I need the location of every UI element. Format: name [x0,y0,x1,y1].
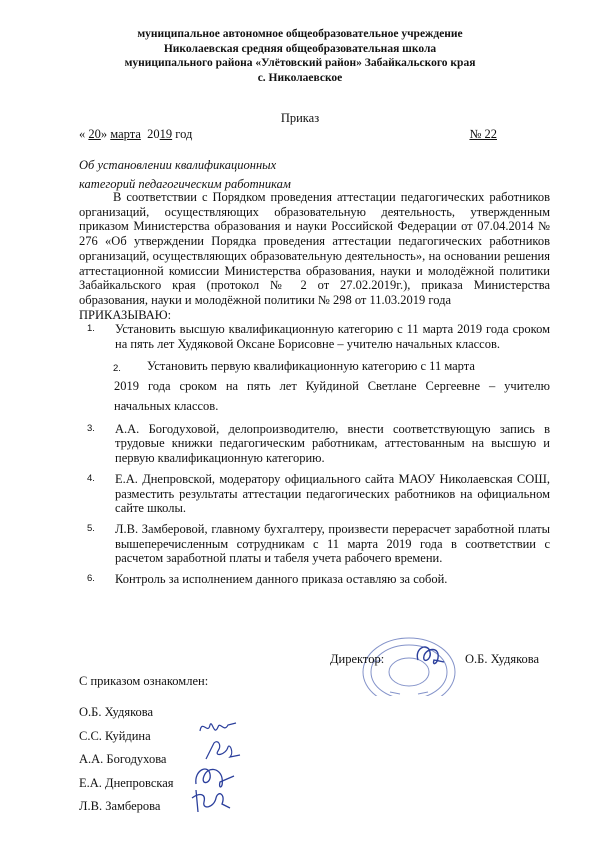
date-day: 20 [88,127,101,141]
list-item: 1. Установить высшую квалификационную категорию с 11 марта 2019 года сроком на пять лет Худяковой Оксане Борисовне – учителю начальных классов. [87,322,550,352]
date-year: 19 [159,127,173,141]
order-date: « 20» марта 2019 год [79,127,193,141]
header-line-1: муниципальное автономное общеобразовательное учреждение [137,28,463,40]
signature-zamberova [186,784,234,818]
order-number: № 22 [469,127,497,141]
order-items [79,322,550,586]
order-body [79,190,550,587]
list-item: Е.А. Днепровская [79,775,174,790]
preamble-paragraph: В соответствии с Порядком проведения аттестации педагогических работников организаций, осуществляющих образовательную деятельность, утвержденным приказом Министерства образования и науки Российской Федерации от 07.04.2014 № 276 «Об утверждении Порядка проведения аттестации педагогических работников организаций, осуществляющих образовательную деятельность», на основании решения аттестационной комиссии Министерства образования, науки и молодёжной политики Забайкальского края (протокол № 2 от 27.02.2019г.), приказа Министерства образования, науки и молодёжной политики № 298 от 11.03.2019 года [79,190,550,307]
director-signature [410,640,450,672]
signature-block [330,652,540,667]
list-item: 4. Е.А. Днепровской, модератору официального сайта МАОУ Николаевская СОШ, разместить результаты аттестации педагогических работников на официальном сайте школы. [87,471,550,516]
subject-line-1: Об установлении квалификационных [79,158,277,172]
list-item: О.Б. Худякова [79,705,154,719]
header-line-4: с. Николаевское [257,71,343,84]
acknowledgement-list [79,703,174,821]
date-month: марта [110,127,141,141]
list-item: Л.В. Замберова [79,799,161,813]
orders-label: ПРИКАЗЫВАЮ: [79,307,172,322]
subject-line-2: категорий педагогическим работникам [79,177,291,191]
list-item: А.А. Богодухова [79,752,167,766]
order-subject [79,156,291,194]
list-item: 6. Контроль за исполнением данного приказа оставляю за собой. [87,572,448,587]
signature-role: Директор: [330,652,385,666]
document-title: Приказ [280,111,320,125]
header-line-3: муниципального района «Улётовский район» Забайкальского края [124,57,476,69]
list-item: 2. Установить первую квалификационную категорию с 11 марта 2019 года сроком на пять лет Куйдиной Светлане Сергеевне – учителю начальных классов. [113,358,550,413]
acknowledgement-title: С приказом ознакомлен: [79,674,209,688]
list-item: 3. А.А. Богодуховой, делопроизводителю, внести соответствующую запись в трудовые книжки педагогическим работникам, аттестованным на высшую и первую квалификационную категорию. [87,421,550,466]
signature-name: О.Б. Худякова [465,652,540,666]
list-item: 5. Л.В. Замберовой, главному бухгалтеру, произвести перерасчет заработной платы вышеперечисленным сотрудникам с 11 марта 2019 года в соответствии с расчетом заработной платы и табеля учета рабочего времени. [87,521,550,566]
organization-header [0,27,600,85]
list-item: С.С. Куйдина [79,728,151,743]
header-line-2: Николаевская средняя общеобразовательная школа [163,42,437,55]
